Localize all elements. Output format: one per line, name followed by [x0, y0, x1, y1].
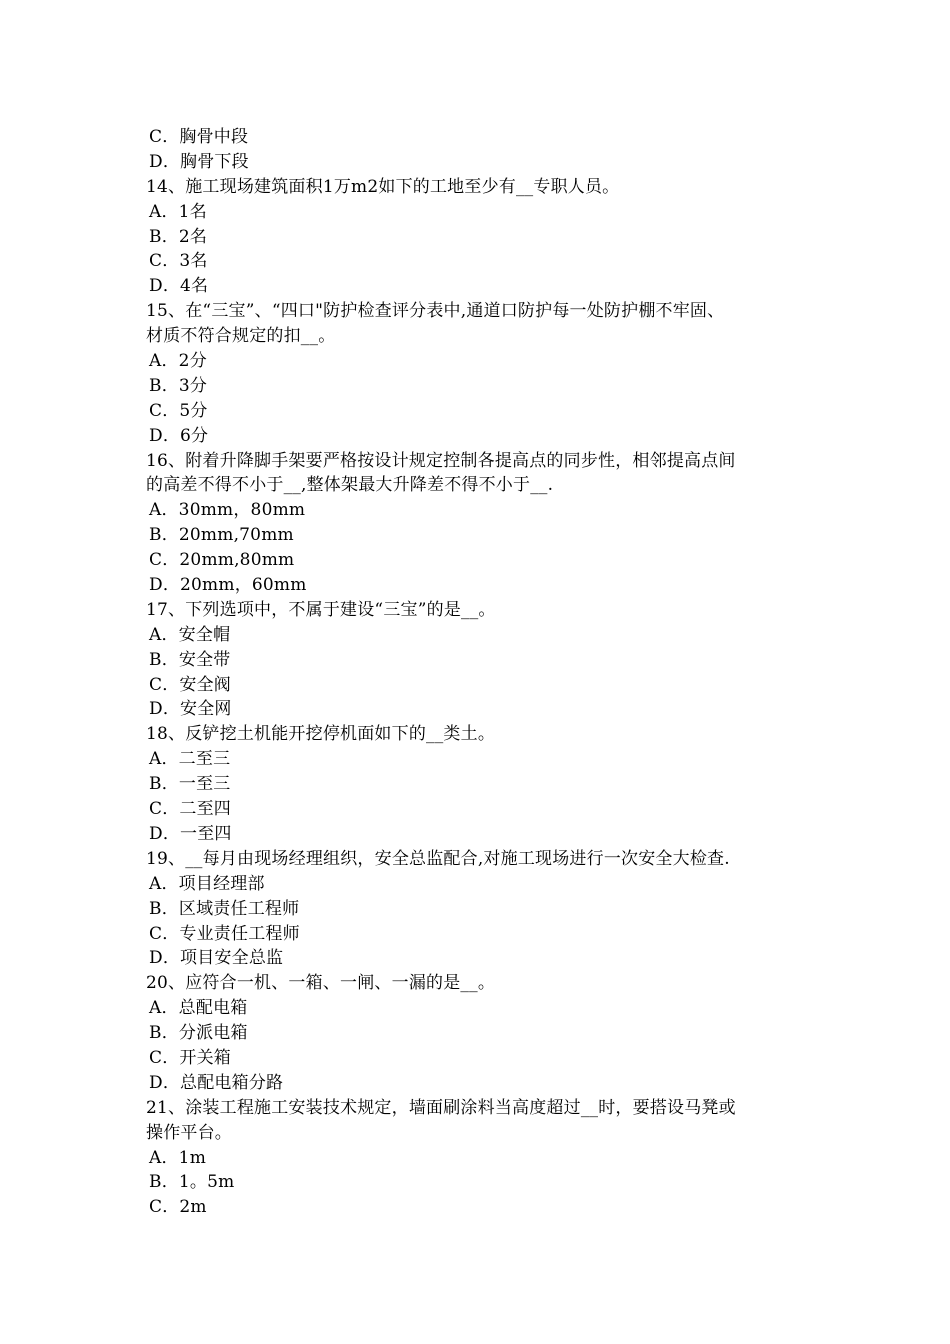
question-text: 19、__每月由现场经理组织，安全总监配合,对施工现场进行一次安全大检查. — [146, 848, 730, 869]
answer-option: D．一至四 — [149, 823, 232, 844]
answer-option: B．20mm,70mm — [149, 525, 294, 546]
answer-option: A．二至三 — [149, 749, 231, 770]
question-text: 的高差不得不小于__,整体架最大升降差不得不小于__. — [146, 475, 554, 496]
answer-option: A．项目经理部 — [149, 873, 265, 894]
answer-option: C．专业责任工程师 — [149, 923, 300, 944]
answer-option: A．安全帽 — [149, 624, 231, 645]
answer-option: A．总配电箱 — [149, 998, 248, 1019]
answer-option: D．总配电箱分路 — [149, 1072, 284, 1093]
answer-option: D．6分 — [149, 425, 209, 446]
answer-option: C．20mm,80mm — [149, 550, 295, 571]
question-text: 21、涂装工程施工安装技术规定，墙面刷涂料当高度超过__时，要搭设马凳或 — [146, 1097, 736, 1118]
question-text: 17、下列选项中，不属于建设“三宝”的是__。 — [146, 599, 496, 620]
answer-option: D．安全网 — [149, 699, 232, 720]
question-text: 15、在“三宝”、“四口"防护检查评分表中,通道口防护每一处防护棚不牢固、 — [146, 301, 725, 322]
answer-option: B．1。5m — [149, 1172, 235, 1193]
answer-option: D．20mm，60mm — [149, 575, 307, 596]
question-text: 14、施工现场建筑面积1万m2如下的工地至少有__专职人员。 — [146, 176, 620, 197]
question-text: 16、附着升降脚手架要严格按设计规定控制各提高点的同步性，相邻提高点间 — [146, 450, 736, 471]
answer-option: C．胸骨中段 — [149, 127, 249, 147]
answer-option: C．二至四 — [149, 799, 232, 820]
answer-option: D．4名 — [149, 276, 209, 297]
question-text: 操作平台。 — [146, 1122, 232, 1143]
document-body — [146, 125, 826, 1220]
question-text: 20、应符合一机、一箱、一闸、一漏的是__。 — [146, 973, 496, 994]
question-text: 材质不符合规定的扣__。 — [146, 326, 336, 347]
answer-option: B．区域责任工程师 — [149, 898, 300, 919]
answer-option: C．3名 — [149, 251, 208, 272]
answer-option: D．项目安全总监 — [149, 948, 284, 969]
answer-option: A．2分 — [149, 351, 207, 372]
answer-option: C．5分 — [149, 400, 208, 421]
answer-option: A．1名 — [149, 201, 207, 222]
answer-option: C．开关箱 — [149, 1047, 232, 1068]
answer-option: A．1m — [149, 1147, 207, 1168]
answer-option: C．安全阀 — [149, 674, 232, 695]
answer-option: B．分派电箱 — [149, 1023, 248, 1044]
question-text: 18、反铲挖土机能开挖停机面如下的__类土。 — [146, 724, 496, 745]
answer-option: D．胸骨下段 — [149, 151, 249, 172]
answer-option: A．30mm，80mm — [149, 500, 306, 521]
answer-option: B．2名 — [149, 226, 208, 247]
answer-option: B．一至三 — [149, 774, 231, 795]
answer-option: C．2m — [149, 1197, 207, 1218]
answer-option: B．3分 — [149, 375, 208, 396]
answer-option: B．安全带 — [149, 649, 231, 670]
